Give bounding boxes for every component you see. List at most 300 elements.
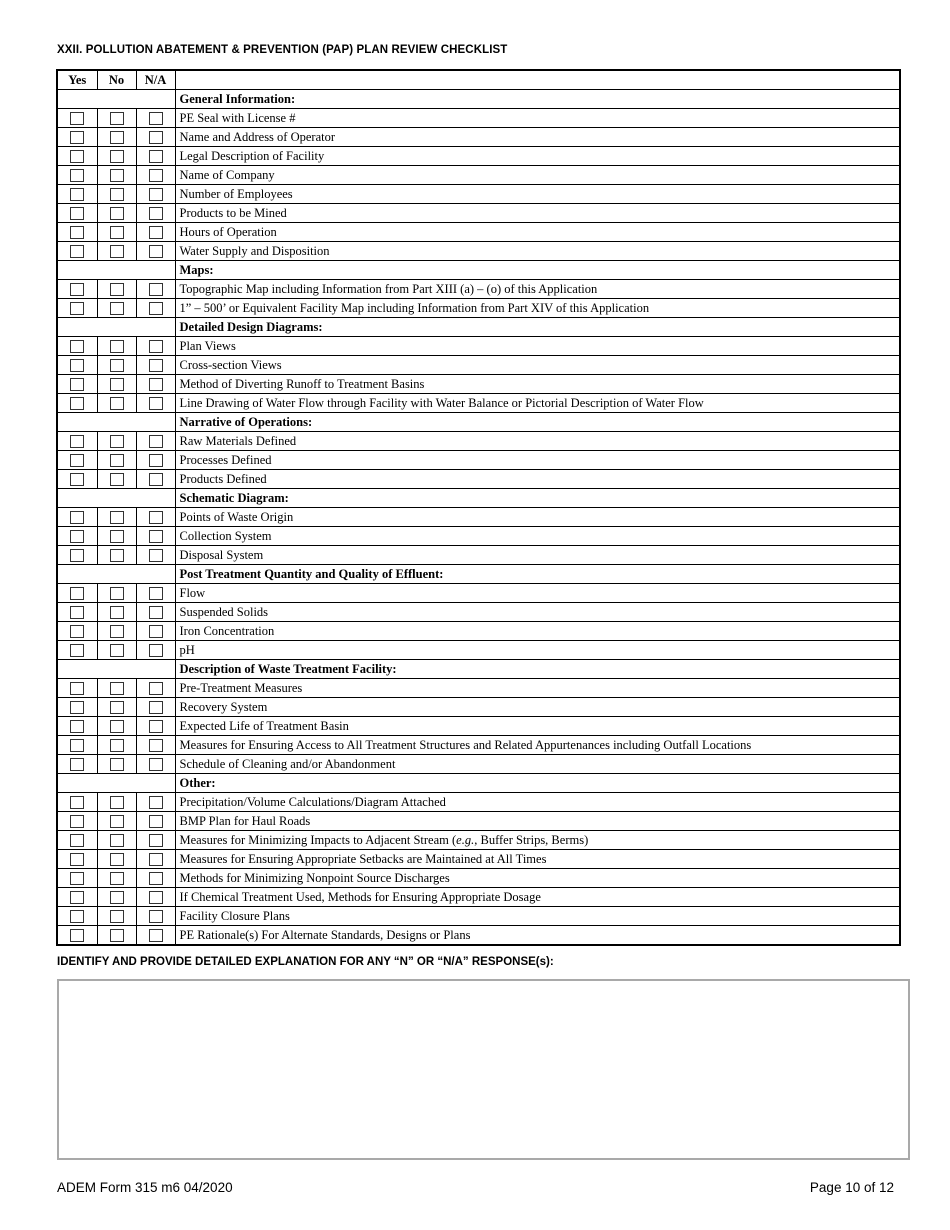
na-checkbox[interactable] xyxy=(149,815,163,828)
checkbox-cell-no xyxy=(97,926,136,946)
checklist-item-row xyxy=(57,337,900,356)
checkbox-cell-na xyxy=(136,451,175,470)
checkbox-cell-na xyxy=(136,185,175,204)
section-heading: Schematic Diagram: xyxy=(175,489,900,508)
no-checkbox[interactable] xyxy=(110,587,124,600)
item-label: Collection System xyxy=(175,527,900,546)
checkbox-cell-no xyxy=(97,166,136,185)
na-checkbox[interactable] xyxy=(149,701,163,714)
checkbox-cell-na xyxy=(136,280,175,299)
checkbox-cell-no xyxy=(97,280,136,299)
checkbox-cell-na xyxy=(136,470,175,489)
no-checkbox[interactable] xyxy=(110,625,124,638)
no-checkbox[interactable] xyxy=(110,207,124,220)
checklist-item-row xyxy=(57,147,900,166)
na-checkbox[interactable] xyxy=(149,359,163,372)
checklist-body xyxy=(57,90,900,946)
item-label: Measures for Ensuring Appropriate Setbacks are Maintained at All Times xyxy=(175,850,900,869)
checkbox-cell-na xyxy=(136,242,175,261)
checkbox-cell-yes xyxy=(57,736,97,755)
na-checkbox[interactable] xyxy=(149,283,163,296)
item-label: Suspended Solids xyxy=(175,603,900,622)
section-spacer-cell xyxy=(136,774,175,793)
checkbox-cell-na xyxy=(136,166,175,185)
checkbox-cell-na xyxy=(136,356,175,375)
yes-checkbox[interactable] xyxy=(70,245,84,258)
yes-checkbox[interactable] xyxy=(70,511,84,524)
item-label: Method of Diverting Runoff to Treatment Basins xyxy=(175,375,900,394)
checkbox-cell-yes xyxy=(57,584,97,603)
na-checkbox[interactable] xyxy=(149,226,163,239)
checklist-item-row xyxy=(57,375,900,394)
checkbox-cell-yes xyxy=(57,166,97,185)
checkbox-cell-no xyxy=(97,622,136,641)
item-label: Facility Closure Plans xyxy=(175,907,900,926)
page-number: Page 10 of 12 xyxy=(809,1180,894,1195)
checkbox-cell-no xyxy=(97,204,136,223)
na-checkbox[interactable] xyxy=(149,549,163,562)
section-spacer-cell xyxy=(57,90,97,109)
item-label: Products to be Mined xyxy=(175,204,900,223)
na-checkbox[interactable] xyxy=(149,112,163,125)
no-checkbox[interactable] xyxy=(110,701,124,714)
checklist-item-row xyxy=(57,109,900,128)
section-header-row xyxy=(57,489,900,508)
item-label: Line Drawing of Water Flow through Facility with Water Balance or Pictorial Description of Water Flow xyxy=(175,394,900,413)
column-header-yes: Yes xyxy=(57,70,97,90)
checkbox-cell-no xyxy=(97,869,136,888)
yes-checkbox[interactable] xyxy=(70,549,84,562)
checkbox-cell-yes xyxy=(57,622,97,641)
checklist-item-row xyxy=(57,527,900,546)
checkbox-cell-no xyxy=(97,299,136,318)
item-label: Schedule of Cleaning and/or Abandonment xyxy=(175,755,900,774)
no-checkbox[interactable] xyxy=(110,720,124,733)
yes-checkbox[interactable] xyxy=(70,872,84,885)
checkbox-cell-yes xyxy=(57,679,97,698)
yes-checkbox[interactable] xyxy=(70,169,84,182)
checkbox-cell-na xyxy=(136,527,175,546)
checkbox-cell-na xyxy=(136,679,175,698)
na-checkbox[interactable] xyxy=(149,207,163,220)
item-label: Processes Defined xyxy=(175,451,900,470)
checkbox-cell-na xyxy=(136,204,175,223)
checkbox-cell-na xyxy=(136,850,175,869)
checkbox-cell-yes xyxy=(57,147,97,166)
checkbox-cell-yes xyxy=(57,223,97,242)
checklist-item-row xyxy=(57,641,900,660)
checklist-item-row xyxy=(57,508,900,527)
na-checkbox[interactable] xyxy=(149,929,163,942)
yes-checkbox[interactable] xyxy=(70,758,84,771)
no-checkbox[interactable] xyxy=(110,473,124,486)
checkbox-cell-na xyxy=(136,128,175,147)
section-spacer-cell xyxy=(97,774,136,793)
form-number: ADEM Form 315 m6 04/2020 xyxy=(57,1180,233,1195)
checkbox-cell-no xyxy=(97,584,136,603)
section-spacer-cell xyxy=(97,660,136,679)
na-checkbox[interactable] xyxy=(149,435,163,448)
checkbox-cell-yes xyxy=(57,717,97,736)
no-checkbox[interactable] xyxy=(110,378,124,391)
section-heading: Description of Waste Treatment Facility: xyxy=(175,660,900,679)
section-spacer-cell xyxy=(57,413,97,432)
checkbox-cell-na xyxy=(136,641,175,660)
na-checkbox[interactable] xyxy=(149,473,163,486)
item-label: Recovery System xyxy=(175,698,900,717)
item-label: Iron Concentration xyxy=(175,622,900,641)
no-checkbox[interactable] xyxy=(110,188,124,201)
yes-checkbox[interactable] xyxy=(70,188,84,201)
na-checkbox[interactable] xyxy=(149,682,163,695)
no-checkbox[interactable] xyxy=(110,644,124,657)
yes-checkbox[interactable] xyxy=(70,302,84,315)
page-title: XXII. POLLUTION ABATEMENT & PREVENTION (PAP) PLAN REVIEW CHECKLIST xyxy=(57,44,508,56)
item-label: Precipitation/Volume Calculations/Diagram Attached xyxy=(175,793,900,812)
no-checkbox[interactable] xyxy=(110,435,124,448)
yes-checkbox[interactable] xyxy=(70,853,84,866)
item-label: PE Rationale(s) For Alternate Standards, Designs or Plans xyxy=(175,926,900,946)
yes-checkbox[interactable] xyxy=(70,207,84,220)
checkbox-cell-no xyxy=(97,812,136,831)
item-label: Name of Company xyxy=(175,166,900,185)
checkbox-cell-no xyxy=(97,128,136,147)
no-checkbox[interactable] xyxy=(110,112,124,125)
section-heading: Other: xyxy=(175,774,900,793)
yes-checkbox[interactable] xyxy=(70,397,84,410)
checklist-item-row xyxy=(57,223,900,242)
na-checkbox[interactable] xyxy=(149,511,163,524)
na-checkbox[interactable] xyxy=(149,587,163,600)
no-checkbox[interactable] xyxy=(110,815,124,828)
no-checkbox[interactable] xyxy=(110,872,124,885)
checkbox-cell-yes xyxy=(57,755,97,774)
checkbox-cell-no xyxy=(97,736,136,755)
checklist-item-row xyxy=(57,831,900,850)
item-label: 1” – 500’ or Equivalent Facility Map including Information from Part XIV of this Application xyxy=(175,299,900,318)
checklist-item-row xyxy=(57,850,900,869)
no-checkbox[interactable] xyxy=(110,359,124,372)
section-spacer-cell xyxy=(57,489,97,508)
checkbox-cell-yes xyxy=(57,432,97,451)
section-spacer-cell xyxy=(97,261,136,280)
na-checkbox[interactable] xyxy=(149,834,163,847)
na-checkbox[interactable] xyxy=(149,169,163,182)
yes-checkbox[interactable] xyxy=(70,682,84,695)
yes-checkbox[interactable] xyxy=(70,701,84,714)
checkbox-cell-yes xyxy=(57,451,97,470)
na-checkbox[interactable] xyxy=(149,245,163,258)
checkbox-cell-na xyxy=(136,926,175,946)
item-label: Number of Employees xyxy=(175,185,900,204)
na-checkbox[interactable] xyxy=(149,796,163,809)
yes-checkbox[interactable] xyxy=(70,720,84,733)
checkbox-cell-no xyxy=(97,603,136,622)
section-spacer-cell xyxy=(136,318,175,337)
section-header-row xyxy=(57,90,900,109)
checklist-item-row xyxy=(57,546,900,565)
checkbox-cell-yes xyxy=(57,185,97,204)
checklist-item-row xyxy=(57,299,900,318)
no-checkbox[interactable] xyxy=(110,530,124,543)
na-checkbox[interactable] xyxy=(149,340,163,353)
checklist-item-row xyxy=(57,869,900,888)
no-checkbox[interactable] xyxy=(110,929,124,942)
checklist-item-row xyxy=(57,888,900,907)
item-label: Topographic Map including Information from Part XIII (a) – (o) of this Application xyxy=(175,280,900,299)
explanation-title: IDENTIFY AND PROVIDE DETAILED EXPLANATION FOR ANY “N” OR “N/A” RESPONSE(s): xyxy=(57,956,554,968)
checklist-item-row xyxy=(57,907,900,926)
yes-checkbox[interactable] xyxy=(70,112,84,125)
yes-checkbox[interactable] xyxy=(70,283,84,296)
checkbox-cell-na xyxy=(136,755,175,774)
checkbox-cell-no xyxy=(97,831,136,850)
checkbox-cell-no xyxy=(97,755,136,774)
item-label: BMP Plan for Haul Roads xyxy=(175,812,900,831)
checkbox-cell-na xyxy=(136,907,175,926)
checklist-table xyxy=(56,69,901,946)
column-header-na: N/A xyxy=(136,70,175,90)
no-checkbox[interactable] xyxy=(110,131,124,144)
no-checkbox[interactable] xyxy=(110,834,124,847)
section-heading: Post Treatment Quantity and Quality of Effluent: xyxy=(175,565,900,584)
na-checkbox[interactable] xyxy=(149,397,163,410)
checkbox-cell-no xyxy=(97,470,136,489)
yes-checkbox[interactable] xyxy=(70,473,84,486)
checkbox-cell-yes xyxy=(57,280,97,299)
no-checkbox[interactable] xyxy=(110,910,124,923)
checkbox-cell-no xyxy=(97,679,136,698)
checkbox-cell-yes xyxy=(57,109,97,128)
item-label: Methods for Minimizing Nonpoint Source Discharges xyxy=(175,869,900,888)
checklist-item-row xyxy=(57,622,900,641)
item-label: Flow xyxy=(175,584,900,603)
item-label: pH xyxy=(175,641,900,660)
checkbox-cell-na xyxy=(136,698,175,717)
item-label: Legal Description of Facility xyxy=(175,147,900,166)
section-heading: Maps: xyxy=(175,261,900,280)
checklist-item-row xyxy=(57,926,900,946)
section-spacer-cell xyxy=(57,261,97,280)
checklist-item-row xyxy=(57,451,900,470)
checkbox-cell-no xyxy=(97,109,136,128)
no-checkbox[interactable] xyxy=(110,454,124,467)
checkbox-cell-no xyxy=(97,147,136,166)
checkbox-cell-na xyxy=(136,432,175,451)
checkbox-cell-na xyxy=(136,223,175,242)
checkbox-cell-na xyxy=(136,869,175,888)
yes-checkbox[interactable] xyxy=(70,454,84,467)
yes-checkbox[interactable] xyxy=(70,587,84,600)
checkbox-cell-no xyxy=(97,527,136,546)
yes-checkbox[interactable] xyxy=(70,796,84,809)
checklist-item-row xyxy=(57,603,900,622)
na-checkbox[interactable] xyxy=(149,644,163,657)
checkbox-cell-no xyxy=(97,185,136,204)
section-spacer-cell xyxy=(57,318,97,337)
na-checkbox[interactable] xyxy=(149,720,163,733)
na-checkbox[interactable] xyxy=(149,853,163,866)
na-checkbox[interactable] xyxy=(149,891,163,904)
checkbox-cell-na xyxy=(136,736,175,755)
checkbox-cell-no xyxy=(97,356,136,375)
no-checkbox[interactable] xyxy=(110,796,124,809)
no-checkbox[interactable] xyxy=(110,245,124,258)
no-checkbox[interactable] xyxy=(110,758,124,771)
no-checkbox[interactable] xyxy=(110,511,124,524)
checkbox-cell-yes xyxy=(57,356,97,375)
section-spacer-cell xyxy=(97,413,136,432)
header-row xyxy=(57,70,900,90)
section-heading: Narrative of Operations: xyxy=(175,413,900,432)
yes-checkbox[interactable] xyxy=(70,891,84,904)
section-spacer-cell xyxy=(97,565,136,584)
checkbox-cell-na xyxy=(136,375,175,394)
checkbox-cell-yes xyxy=(57,299,97,318)
checklist-item-row xyxy=(57,679,900,698)
yes-checkbox[interactable] xyxy=(70,606,84,619)
item-label: Pre-Treatment Measures xyxy=(175,679,900,698)
column-header-no: No xyxy=(97,70,136,90)
checkbox-cell-yes xyxy=(57,793,97,812)
checklist-item-row xyxy=(57,736,900,755)
checklist-item-row xyxy=(57,470,900,489)
section-spacer-cell xyxy=(136,660,175,679)
na-checkbox[interactable] xyxy=(149,131,163,144)
checkbox-cell-yes xyxy=(57,470,97,489)
item-label: Products Defined xyxy=(175,470,900,489)
yes-checkbox[interactable] xyxy=(70,910,84,923)
no-checkbox[interactable] xyxy=(110,853,124,866)
item-label: Points of Waste Origin xyxy=(175,508,900,527)
na-checkbox[interactable] xyxy=(149,758,163,771)
checkbox-cell-yes xyxy=(57,527,97,546)
na-checkbox[interactable] xyxy=(149,530,163,543)
checkbox-cell-no xyxy=(97,546,136,565)
checkbox-cell-yes xyxy=(57,603,97,622)
section-header-row xyxy=(57,660,900,679)
na-checkbox[interactable] xyxy=(149,150,163,163)
checkbox-cell-no xyxy=(97,375,136,394)
checkbox-cell-na xyxy=(136,147,175,166)
section-spacer-cell xyxy=(97,318,136,337)
na-checkbox[interactable] xyxy=(149,378,163,391)
checklist-item-row xyxy=(57,394,900,413)
checkbox-cell-yes xyxy=(57,394,97,413)
yes-checkbox[interactable] xyxy=(70,644,84,657)
na-checkbox[interactable] xyxy=(149,606,163,619)
no-checkbox[interactable] xyxy=(110,397,124,410)
checklist-item-row xyxy=(57,584,900,603)
column-header-item xyxy=(175,70,900,90)
no-checkbox[interactable] xyxy=(110,739,124,752)
yes-checkbox[interactable] xyxy=(70,815,84,828)
no-checkbox[interactable] xyxy=(110,302,124,315)
item-label: PE Seal with License # xyxy=(175,109,900,128)
yes-checkbox[interactable] xyxy=(70,340,84,353)
yes-checkbox[interactable] xyxy=(70,530,84,543)
section-spacer-cell xyxy=(136,565,175,584)
checkbox-cell-yes xyxy=(57,907,97,926)
yes-checkbox[interactable] xyxy=(70,739,84,752)
checklist-item-row xyxy=(57,128,900,147)
na-checkbox[interactable] xyxy=(149,454,163,467)
checkbox-cell-yes xyxy=(57,926,97,946)
checkbox-cell-no xyxy=(97,508,136,527)
checkbox-cell-na xyxy=(136,584,175,603)
section-spacer-cell xyxy=(136,90,175,109)
no-checkbox[interactable] xyxy=(110,150,124,163)
checkbox-cell-no xyxy=(97,432,136,451)
yes-checkbox[interactable] xyxy=(70,929,84,942)
checkbox-cell-na xyxy=(136,546,175,565)
checkbox-cell-yes xyxy=(57,128,97,147)
section-header-row xyxy=(57,565,900,584)
item-label: Disposal System xyxy=(175,546,900,565)
section-spacer-cell xyxy=(57,565,97,584)
yes-checkbox[interactable] xyxy=(70,435,84,448)
na-checkbox[interactable] xyxy=(149,188,163,201)
yes-checkbox[interactable] xyxy=(70,625,84,638)
checklist-item-row xyxy=(57,280,900,299)
na-checkbox[interactable] xyxy=(149,739,163,752)
section-heading: Detailed Design Diagrams: xyxy=(175,318,900,337)
no-checkbox[interactable] xyxy=(110,549,124,562)
na-checkbox[interactable] xyxy=(149,625,163,638)
no-checkbox[interactable] xyxy=(110,340,124,353)
checklist-item-row xyxy=(57,185,900,204)
section-spacer-cell xyxy=(97,90,136,109)
yes-checkbox[interactable] xyxy=(70,359,84,372)
checkbox-cell-no xyxy=(97,717,136,736)
yes-checkbox[interactable] xyxy=(70,226,84,239)
checklist-item-row xyxy=(57,356,900,375)
no-checkbox[interactable] xyxy=(110,682,124,695)
checklist-item-row xyxy=(57,432,900,451)
na-checkbox[interactable] xyxy=(149,910,163,923)
checklist-item-row xyxy=(57,717,900,736)
no-checkbox[interactable] xyxy=(110,891,124,904)
yes-checkbox[interactable] xyxy=(70,834,84,847)
na-checkbox[interactable] xyxy=(149,302,163,315)
checkbox-cell-yes xyxy=(57,850,97,869)
yes-checkbox[interactable] xyxy=(70,131,84,144)
no-checkbox[interactable] xyxy=(110,226,124,239)
na-checkbox[interactable] xyxy=(149,872,163,885)
checkbox-cell-yes xyxy=(57,869,97,888)
checkbox-cell-na xyxy=(136,337,175,356)
yes-checkbox[interactable] xyxy=(70,378,84,391)
checkbox-cell-no xyxy=(97,850,136,869)
no-checkbox[interactable] xyxy=(110,169,124,182)
section-spacer-cell xyxy=(136,413,175,432)
no-checkbox[interactable] xyxy=(110,606,124,619)
checkbox-cell-na xyxy=(136,831,175,850)
checkbox-cell-yes xyxy=(57,641,97,660)
checkbox-cell-yes xyxy=(57,546,97,565)
section-header-row xyxy=(57,318,900,337)
checkbox-cell-na xyxy=(136,394,175,413)
explanation-textbox[interactable] xyxy=(57,979,910,1160)
checkbox-cell-yes xyxy=(57,242,97,261)
eg-abbreviation: e.g. xyxy=(456,832,475,847)
checkbox-cell-na xyxy=(136,622,175,641)
no-checkbox[interactable] xyxy=(110,283,124,296)
checklist-item-row xyxy=(57,242,900,261)
checkbox-cell-yes xyxy=(57,508,97,527)
item-label: Expected Life of Treatment Basin xyxy=(175,717,900,736)
yes-checkbox[interactable] xyxy=(70,150,84,163)
